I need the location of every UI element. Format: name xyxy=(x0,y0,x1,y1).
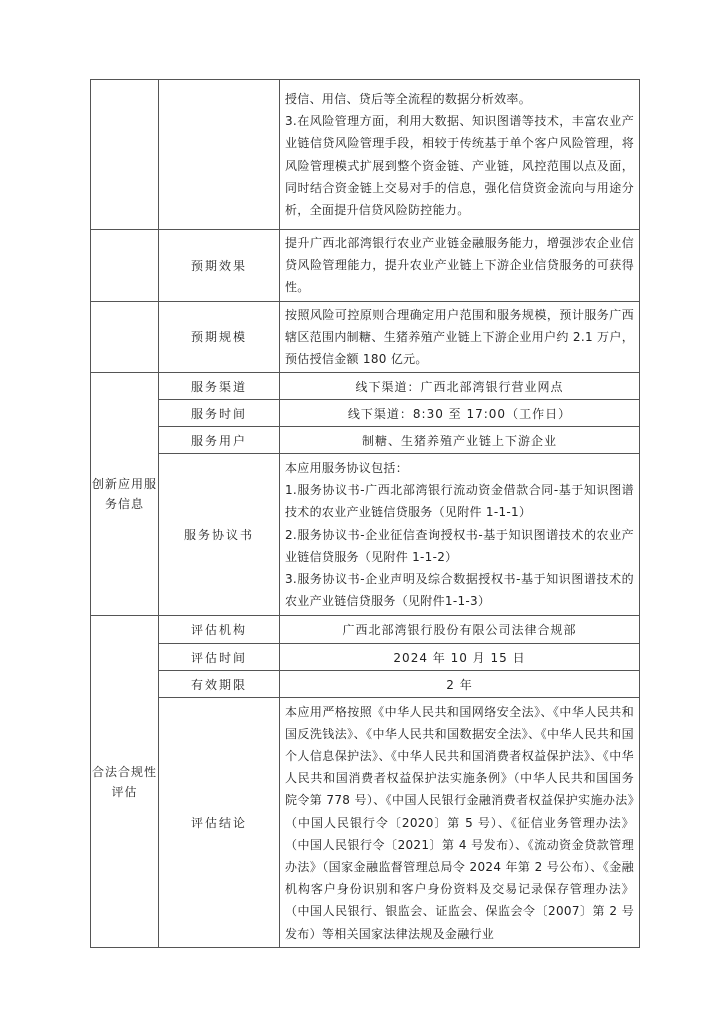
service-info-table xyxy=(90,79,640,948)
service-time-value: 线下渠道：8:30 至 17:00（工作日） xyxy=(280,400,640,427)
service-channel-value: 线下渠道：广西北部湾银行营业网点 xyxy=(280,373,640,400)
blank-section-cell xyxy=(91,301,159,373)
blank-section-cell xyxy=(91,230,159,302)
blank-label-cell xyxy=(159,80,280,230)
service-users-row xyxy=(91,427,640,454)
validity-label: 有效期限 xyxy=(159,671,280,698)
service-channel-row xyxy=(91,373,640,400)
continuation-row xyxy=(91,80,640,230)
expected-scale-row xyxy=(91,301,640,373)
evaluation-time-label: 评估时间 xyxy=(159,644,280,671)
continuation-line: 授信、用信、贷后等全流程的数据分析效率。 xyxy=(285,91,532,106)
evaluation-conclusion-text: 本应用严格按照《中华人民共和国网络安全法》、《中华人民共和国反洗钱法》、《中华人民共和国数据安全法》、《中华人民共和国个人信息保护法》、《中华人民共和国消费者权益保护法》、《中华人民共和国消费者权益保护法实施条例》（中华人民共和国国务院令第 778 号）、《中国人民银行金融消费者权益保护实施办法》（中国人民银行令〔2020〕第 5 号）、《征信业务管理办法》（中国人民银行令〔2021〕第 4 号发布）、《流动资金贷款管理办法》（国家金融监督管理总局令 2024 年第 2 号公布）、《金融机构客户身份识别和客户身份资料及交易记录保存管理办法》（中国人民银行、银监会、证监会、保监会令〔2007〕第 2 号发布）等相关国家法律法规及金融行业 xyxy=(280,698,640,948)
evaluation-time-value: 2024 年 10 月 15 日 xyxy=(280,644,640,671)
agreement-item: 2.服务协议书-企业征信查询授权书-基于知识图谱技术的农业产业链信贷服务（见附件 1-1-2） xyxy=(285,527,634,564)
service-time-row xyxy=(91,400,640,427)
continuation-line: 3.在风险管理方面，利用大数据、知识图谱等技术，丰富农业产业链信贷风险管理手段，相较于传统基于单个客户风险管理，将风险管理模式扩展到整个资金链、产业链，风控范围以点及面，同时结合资金链上交易对手的信息，强化信贷资金流向与用途分析，全面提升信贷风险防控能力。 xyxy=(285,114,634,217)
evaluation-org-row xyxy=(91,616,640,644)
innovation-section-label: 创新应用服务信息 xyxy=(91,373,159,616)
expected-effect-label: 预期效果 xyxy=(159,230,280,302)
service-agreement-row xyxy=(91,454,640,616)
service-users-label: 服务用户 xyxy=(159,427,280,454)
expected-scale-label: 预期规模 xyxy=(159,301,280,373)
agreement-item: 3.服务协议书-企业声明及综合数据授权书-基于知识图谱技术的农业产业链信贷服务（见附件1-1-3） xyxy=(285,572,634,609)
service-agreement-label: 服务协议书 xyxy=(159,454,280,616)
evaluation-org-value: 广西北部湾银行股份有限公司法律合规部 xyxy=(280,616,640,644)
service-time-label: 服务时间 xyxy=(159,400,280,427)
blank-section-cell xyxy=(91,80,159,230)
expected-effect-row xyxy=(91,230,640,302)
service-channel-label: 服务渠道 xyxy=(159,373,280,400)
evaluation-conclusion-row xyxy=(91,698,640,948)
service-agreement-cell xyxy=(280,454,640,616)
expected-scale-text: 按照风险可控原则合理确定用户范围和服务规模，预计服务广西辖区范围内制糖、生猪养殖产业链上下游企业用户约 2.1 万户，预估授信金额 180 亿元。 xyxy=(280,301,640,373)
expected-effect-text: 提升广西北部湾银行农业产业链金融服务能力，增强涉农企业信贷风险管理能力，提升农业产业链上下游企业信贷服务的可获得性。 xyxy=(280,230,640,302)
validity-row xyxy=(91,671,640,698)
validity-value: 2 年 xyxy=(280,671,640,698)
evaluation-time-row xyxy=(91,644,640,671)
evaluation-org-label: 评估机构 xyxy=(159,616,280,644)
agreement-intro: 本应用服务协议包括： xyxy=(285,461,409,475)
service-users-value: 制糖、生猪养殖产业链上下游企业 xyxy=(280,427,640,454)
continuation-cell xyxy=(280,80,640,230)
evaluation-conclusion-label: 评估结论 xyxy=(159,698,280,948)
compliance-section-label: 合法合规性评估 xyxy=(91,616,159,948)
agreement-item: 1.服务协议书-广西北部湾银行流动资金借款合同-基于知识图谱技术的农业产业链信贷服务（见附件 1-1-1） xyxy=(285,483,634,520)
